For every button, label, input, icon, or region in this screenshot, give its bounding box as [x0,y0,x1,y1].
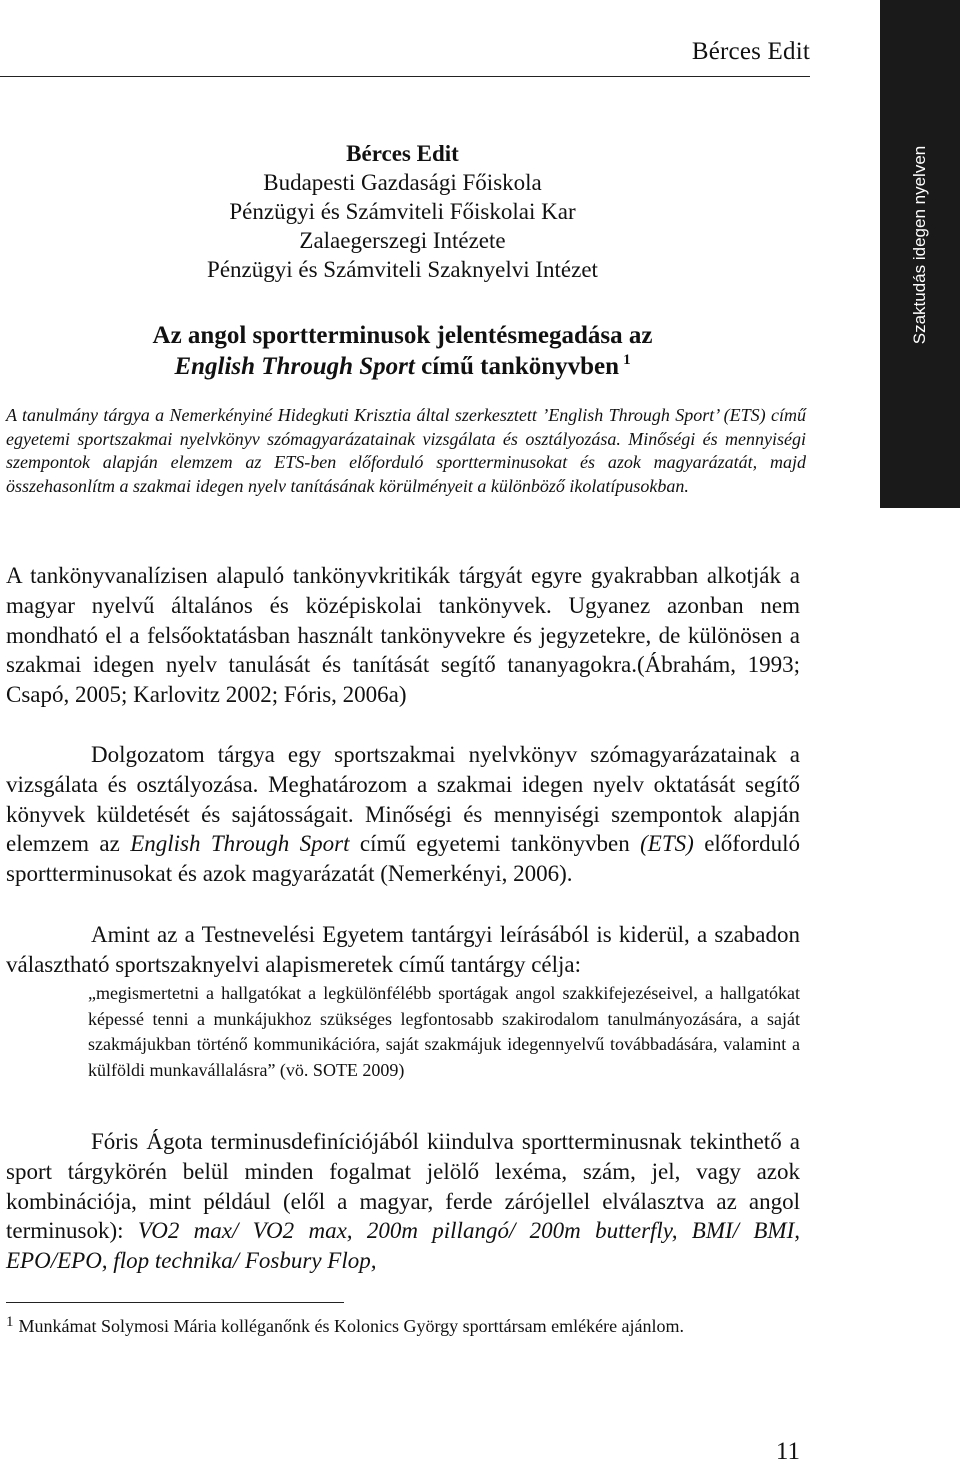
paragraph-2-text: Dolgozatom tárgya egy sportszakmai nyelvkönyv szómagyarázatainak a vizsgálata és osztályozása. Meghatározom a szakmai idegen nyelv oktatását segítő könyvek küldetését és sajátosságait. Minőségi és mennyiségi szempontok alapján elemzem az [6,742,800,857]
paragraph-2-text: című egyetemi tankönyvben [349,831,641,857]
side-tab-label: Szaktudás idegen nyelven [910,145,929,345]
book-title-ref: English Through Sport [130,831,350,857]
footnote-number: 1 [6,1314,14,1330]
block-quote: „megismertetni a hallgatókat a legkülönfélébb sportágak angol szakkifejezéseivel, a hallgatókat képessé tenni a munkájukhoz szükséges legfontosabb szakirodalom tanulmányozására, a saját szakmájukban történő kommunikációra, saját szakmájuk idegennyelvű továbbadására, valamint a külföldi munkavállalásra” (vö. SOTE 2009) [88,983,800,1080]
title-line-1: Az angol sportterminusok jelentésmegadása az [152,322,653,349]
side-tab [880,0,960,508]
running-header: Bérces Edit [691,38,810,65]
paragraph-2 [6,740,800,889]
affiliation-line: Zalaegerszegi Intézete [299,228,506,253]
page-number: 11 [775,1438,800,1465]
paragraph-2-text: előforduló sportterminusokat és azok magyarázatát (Nemerkényi, 2006). [6,831,801,887]
paragraph-4-text: Fóris Ágota terminusdefiníciójából kiindulva sportterminusnak tekinthető a sport tárgykörén belül minden fogalmat jelölő lexéma, szám, jel, vagy azok kombinációja, mint például (elől a magyar, ferde zárójellel elválasztva az angol terminusok): [6,1129,800,1244]
paragraph-3: Amint az a Testnevelési Egyetem tantárgyi leírásából is kiderül, a szabadon választható sportszaknyelvi alapismeretek című tantárgy célja: [6,922,800,977]
term-examples: VO2 max/ VO2 max, 200m pillangó/ 200m butterfly, BMI/ BMI, EPO/EPO, flop technika/ Fosbury Flop, [6,1218,800,1274]
title-line-2-rest: című tankönyvben [414,353,620,380]
footnote-marker[interactable]: 1 [623,352,631,368]
footnote [6,1314,800,1339]
affiliation-line: Budapesti Gazdasági Főiskola [263,170,542,195]
affiliation-line: Pénzügyi és Számviteli Szaknyelvi Intézet [207,257,598,282]
paragraph-4 [6,1127,800,1276]
abbreviation: (ETS) [640,831,694,857]
author-block [0,139,805,284]
footnote-text: Munkámat Solymosi Mária kolléganőnk és Kolonics György sporttársam emlékére ajánlom. [18,1316,685,1336]
abstract: A tanulmány tárgya a Nemerkényiné Hidegkuti Krisztia által szerkesztett ’English Through Sport’ (ETS) című egyetemi sportszakmai nyelvkönyv szómagyarázatainak vizsgálata és osztályozása. Minőségi és mennyiségi szempontok alapján elemzem az ETS-ben előforduló sportterminusokat és azok magyarázatát, majd összehasonlítm a szakmai idegen nyelv tanításának körülményeit a különböző ikolatípusokban. [6,405,806,496]
book-title: English Through Sport [174,353,415,380]
header-rule [0,76,810,77]
paragraph-1: A tankönyvanalízisen alapuló tankönyvkritikák tárgyát egyre gyakrabban alkotják a magyar nyelvű általános és középiskolai tankönyvek. Ugyanez azonban nem mondható el a felsőoktatásban használt tankönyvekre és jegyzetekre, de különösen a szakmai idegen nyelv tanulását és tanítását segítő tananyagokra.(Ábrahám, 1993; Csapó, 2005; Karlovitz 2002; Fóris, 2006a) [6,563,800,708]
title-line-2 [0,351,805,382]
author-name: Bérces Edit [346,141,459,166]
article-title [0,320,805,382]
footnote-rule [6,1302,344,1303]
affiliation-line: Pénzügyi és Számviteli Főiskolai Kar [229,199,576,224]
